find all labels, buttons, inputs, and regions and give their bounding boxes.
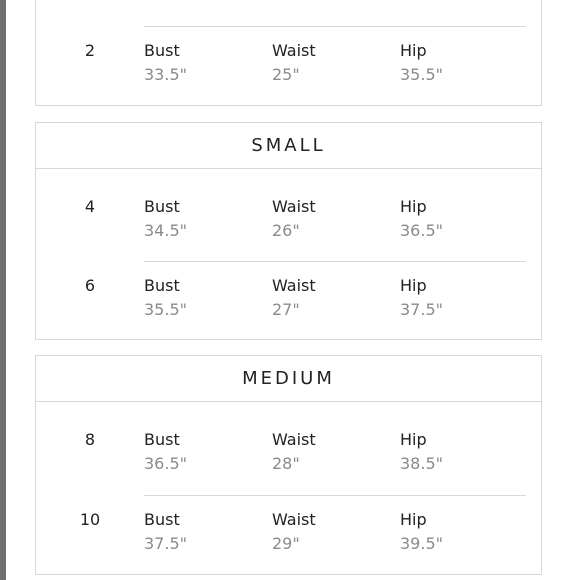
hip-value: 37.5" — [400, 300, 443, 319]
bust-value: 37.5" — [144, 534, 187, 553]
bust-measure — [144, 430, 187, 474]
bust-label: Bust — [144, 276, 180, 295]
waist-measure — [272, 197, 316, 241]
bust-label: Bust — [144, 41, 180, 60]
hip-value: 38.5" — [400, 454, 443, 473]
hip-label: Hip — [400, 510, 427, 529]
size-number: 2 — [84, 41, 96, 60]
size-group-title: MEDIUM — [36, 356, 541, 402]
size-card-medium — [35, 355, 542, 575]
waist-label: Waist — [272, 276, 316, 295]
bust-value: 34.5" — [144, 221, 187, 240]
waist-value: 26" — [272, 221, 300, 240]
size-row — [36, 496, 541, 575]
size-number: 8 — [84, 430, 96, 449]
size-row — [36, 262, 541, 341]
waist-label: Waist — [272, 197, 316, 216]
size-row — [36, 0, 541, 27]
waist-measure — [272, 510, 316, 554]
waist-measure — [272, 41, 316, 85]
bust-label: Bust — [144, 197, 180, 216]
waist-label: Waist — [272, 510, 316, 529]
hip-label: Hip — [400, 41, 427, 60]
size-number: 6 — [84, 276, 96, 295]
hip-measure — [400, 430, 443, 474]
size-row — [36, 416, 541, 495]
waist-value: 29" — [272, 534, 300, 553]
size-number: 10 — [79, 510, 101, 529]
waist-value: 27" — [272, 300, 300, 319]
hip-label: Hip — [400, 197, 427, 216]
size-number: 4 — [84, 197, 96, 216]
hip-measure — [400, 276, 443, 320]
waist-measure — [272, 276, 316, 320]
size-row — [36, 183, 541, 262]
bust-measure — [144, 197, 187, 241]
bust-value: 35.5" — [144, 300, 187, 319]
bust-measure — [144, 276, 187, 320]
bust-label: Bust — [144, 510, 180, 529]
size-card-small — [35, 122, 542, 340]
size-group-title: SMALL — [36, 123, 541, 169]
hip-value: 39.5" — [400, 534, 443, 553]
waist-label: Waist — [272, 41, 316, 60]
waist-value: 28" — [272, 454, 300, 473]
bust-label: Bust — [144, 430, 180, 449]
bust-measure — [144, 41, 187, 85]
waist-measure — [272, 430, 316, 474]
bust-measure — [144, 510, 187, 554]
hip-value: 35.5" — [400, 65, 443, 84]
size-card-xsmall — [35, 0, 542, 106]
bust-value: 36.5" — [144, 454, 187, 473]
size-row — [36, 27, 541, 106]
waist-label: Waist — [272, 430, 316, 449]
hip-value: 36.5" — [400, 221, 443, 240]
scroll-edge-bar — [0, 0, 6, 580]
hip-label: Hip — [400, 430, 427, 449]
hip-measure — [400, 510, 443, 554]
hip-label: Hip — [400, 276, 427, 295]
waist-value: 25" — [272, 65, 300, 84]
bust-value: 33.5" — [144, 65, 187, 84]
hip-measure — [400, 41, 443, 85]
hip-measure — [400, 197, 443, 241]
